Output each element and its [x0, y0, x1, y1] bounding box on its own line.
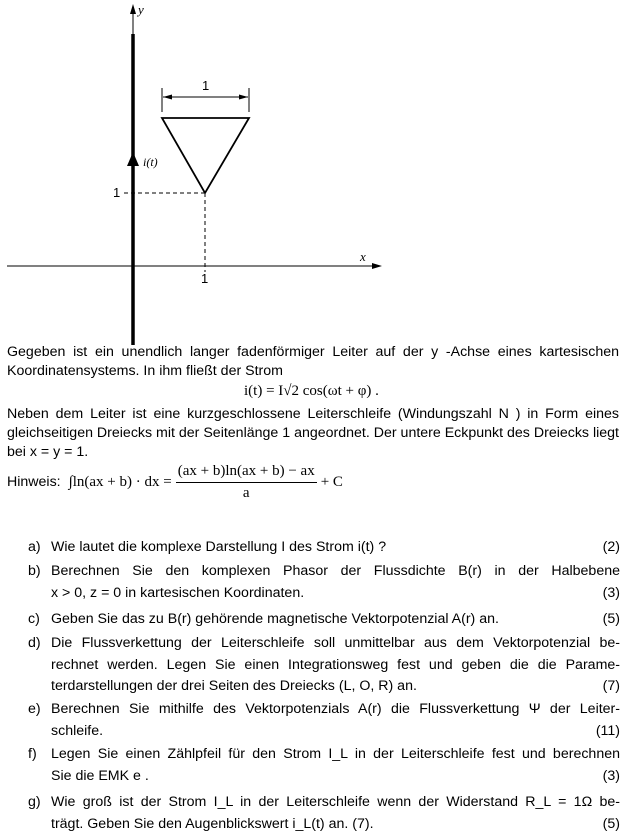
task-text: Berechnen Sie mithilfe des Vektorpotenzials A(r) die Flussverkettung Ψ der Leiter-	[51, 701, 620, 717]
task-text: schleife.	[51, 722, 104, 739]
task-line	[51, 655, 620, 677]
task-line	[51, 792, 620, 814]
task-line	[51, 721, 620, 743]
intro-paragraph-1: Gegeben ist ein unendlich langer fadenförmiger Leiter auf der y -Achse eines kartesischen Koordinatensystems. In ihm fließt der Strom	[7, 344, 619, 379]
task-points: (3)	[602, 584, 620, 601]
task-line	[51, 744, 620, 766]
task-d	[28, 633, 620, 698]
task-text: trägt. Geben Sie den Augenblickswert i_L(t) an. (7).	[51, 815, 374, 832]
x-tick-label: 1	[201, 271, 209, 286]
task-text: Wie groß ist der Strom I_L in der Leiterschleife wenn der Widerstand R_L = 1Ω be-	[51, 794, 620, 810]
task-label: b)	[28, 563, 41, 579]
hint-numerator: (ax + b)ln(ax + b) − ax	[176, 463, 317, 483]
task-text: Wie lautet die komplexe Darstellung I des Strom i(t) ?	[51, 539, 387, 555]
hint-fraction	[176, 463, 317, 502]
triangle-loop	[162, 118, 249, 193]
task-points: (5)	[602, 611, 620, 627]
y-tick-label: 1	[113, 185, 121, 200]
task-label: c)	[28, 611, 40, 627]
side-length-label: 1	[202, 78, 210, 93]
task-label: e)	[28, 701, 41, 717]
task-label: a)	[28, 539, 41, 555]
task-c	[28, 609, 620, 631]
task-a	[28, 537, 620, 559]
task-line	[51, 699, 620, 721]
task-text: rechnet werden. Legen Sie einen Integrationsweg fest und geben die die Parame-	[51, 656, 620, 673]
task-points: (5)	[602, 815, 620, 832]
current-arrowhead	[127, 152, 139, 166]
task-points: (7)	[602, 678, 620, 695]
task-line	[51, 609, 620, 631]
task-points: (2)	[602, 539, 620, 555]
task-text: Sie die EMK e .	[51, 767, 149, 784]
hint-label: Hinweis:	[7, 474, 61, 490]
coordinate-figure	[0, 0, 628, 345]
dimension-arrow-left	[163, 95, 172, 100]
hint-integral: ∫ln(ax + b) · dx =	[68, 473, 172, 490]
task-label: g)	[28, 794, 41, 810]
hint-line	[7, 460, 343, 504]
dimension-arrow-right	[239, 95, 248, 100]
task-line	[51, 676, 620, 698]
task-f	[28, 744, 620, 787]
y-axis-label: y	[138, 2, 144, 17]
x-axis-label: x	[360, 249, 366, 264]
task-line	[51, 633, 620, 655]
task-text: Geben Sie das zu B(r) gehörende magnetische Vektorpotenzial A(r) an.	[51, 611, 499, 627]
task-line	[51, 561, 620, 583]
task-b	[28, 561, 620, 604]
task-line	[51, 766, 620, 788]
task-line	[51, 583, 620, 605]
x-axis-arrowhead	[372, 263, 382, 269]
task-text: Die Flussverkettung der Leiterschleife soll unmittelbar aus dem Vektorpotenzial be-	[51, 635, 620, 651]
y-axis-arrowhead	[130, 4, 136, 14]
hint-denominator: a	[242, 484, 250, 501]
task-text: x > 0, z = 0 in kartesischen Koordinaten.	[51, 584, 305, 601]
task-g	[28, 792, 620, 835]
task-text: terdarstellungen der drei Seiten des Dreiecks (L, O, R) an.	[51, 678, 417, 695]
task-text: Berechnen Sie den komplexen Phasor der Flussdichte B(r) in der Halbebene	[51, 563, 620, 579]
task-line	[51, 814, 620, 836]
task-e	[28, 699, 620, 742]
current-formula: i(t) = I√2 cos(ωt + φ) .	[244, 383, 379, 399]
task-label: f)	[28, 746, 37, 762]
task-label: d)	[28, 635, 41, 651]
task-points: (11)	[595, 722, 620, 739]
hint-constant: + C	[320, 473, 343, 490]
task-line	[51, 537, 620, 559]
current-label: i(t)	[143, 155, 158, 169]
task-text: Legen Sie einen Zählpfeil für den Strom I_L in der Leiterschleife fest und berechnen	[51, 746, 620, 762]
intro-paragraph-2: Neben dem Leiter ist eine kurzgeschlossene Leiterschleife (Windungszahl N ) in Form eines gleichseitigen Dreiecks mit der Seitenlänge 1 angeordnet. Der untere Eckpunkt des Dreiecks liegt bei x = y = 1.	[7, 406, 619, 460]
task-points: (3)	[602, 767, 620, 784]
